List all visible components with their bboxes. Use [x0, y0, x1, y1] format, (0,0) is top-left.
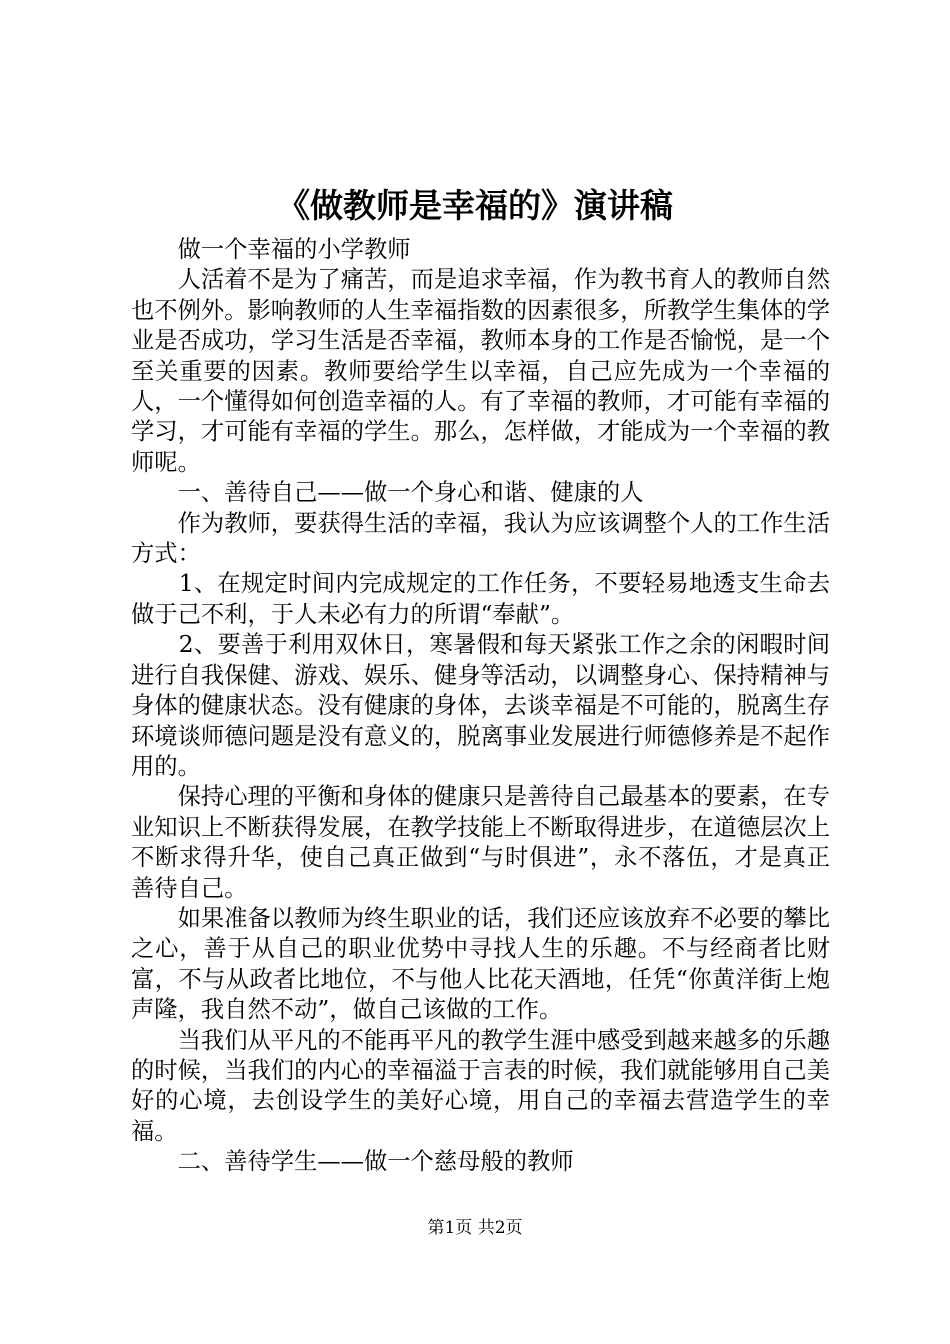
- body-paragraph: 作为教师，要获得生活的幸福，我认为应该调整个人的工作生活方式：: [131, 509, 830, 568]
- subtitle-paragraph: 做一个幸福的小学教师: [177, 236, 411, 263]
- document-body: [131, 235, 830, 1178]
- list-item: 1、在规定时间内完成规定的工作任务，不要轻易地透支生命去做于己不利，于人未必有力的所谓“奉献”。: [131, 570, 830, 628]
- document-title: 《做教师是幸福的》演讲稿: [277, 186, 673, 225]
- list-item: 2、要善于利用双休日，寒暑假和每天紧张工作之余的闲暇时间进行自我保健、游戏、娱乐、健身等活动，以调整身心、保持精神与身体的健康状态。没有健康的身体，去谈幸福是不可能的，脱离生存环境谈师德问题是没有意义的，脱离事业发展进行师德修养是不起作用的。: [131, 631, 830, 780]
- body-paragraph: 保持心理的平衡和身体的健康只是善待自己最基本的要素，在专业知识上不断获得发展，在教学技能上不断取得进步，在道德层次上不断求得升华，使自己真正做到“与时俱进”，永不落伍，才是真正善待自己。: [131, 783, 830, 902]
- body-paragraph: 当我们从平凡的不能再平凡的教学生涯中感受到越来越多的乐趣的时候，当我们的内心的幸福溢于言表的时候，我们就能够用自己美好的心境，去创设学生的美好心境，用自己的幸福去营造学生的幸福。: [131, 1026, 830, 1145]
- section-heading: 二、善待学生——做一个慈母般的教师: [177, 1148, 574, 1176]
- body-paragraph: 人活着不是为了痛苦，而是追求幸福，作为教书育人的教师自然也不例外。影响教师的人生幸福指数的因素很多，所教学生集体的学业是否成功，学习生活是否幸福，教师本身的工作是否愉悦，是一个至关重要的因素。教师要给学生以幸福，自己应先成为一个幸福的人，一个懂得如何创造幸福的人。有了幸福的教师，才可能有幸福的学习，才可能有幸福的学生。那么，怎样做，才能成为一个幸福的教师呢。: [131, 266, 830, 476]
- page-footer: 第1页 共2页: [427, 1218, 523, 1238]
- body-paragraph: 如果准备以教师为终生职业的话，我们还应该放弃不必要的攀比之心，善于从自己的职业优势中寻找人生的乐趣。不与经商者比财富，不与从政者比地位，不与他人比花天酒地，任凭“你黄洋街上炮声隆，我自然不动”，做自己该做的工作。: [131, 904, 830, 1024]
- section-heading: 一、善待自己——做一个身心和谐、健康的人: [177, 479, 644, 507]
